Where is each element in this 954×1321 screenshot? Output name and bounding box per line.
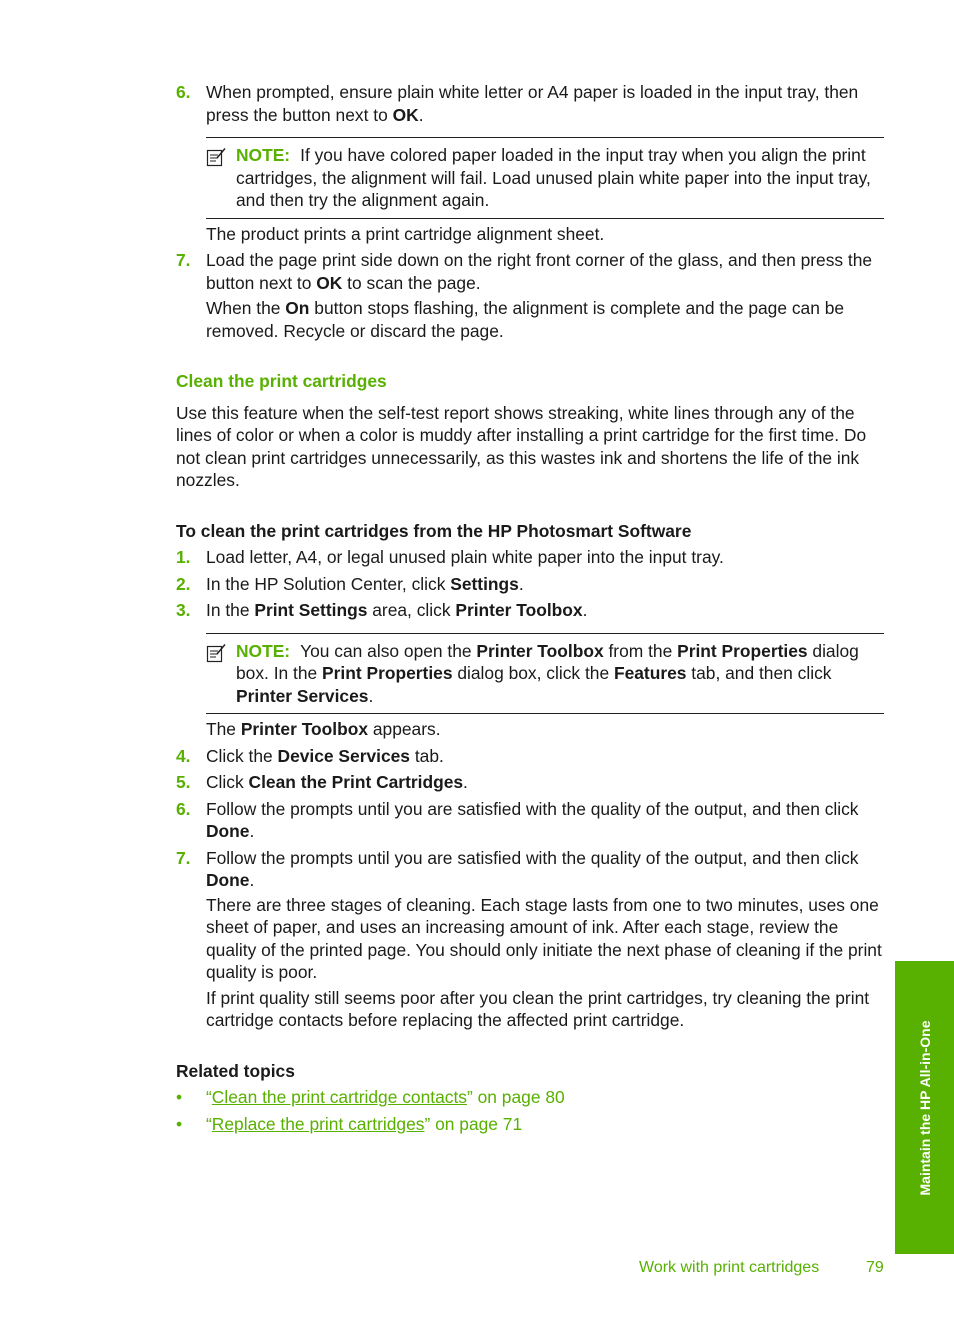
chapter-side-tab-label: Maintain the HP All-in-One bbox=[916, 1019, 933, 1196]
section-heading: Clean the print cartridges bbox=[176, 371, 387, 391]
footer-section-title: Work with print cartridges bbox=[639, 1259, 820, 1276]
step-number: 2. bbox=[176, 573, 191, 594]
step-2: 2. In the HP Solution Center, click Settings. bbox=[176, 573, 524, 594]
chapter-side-tab bbox=[895, 961, 954, 1254]
step-number: 7. bbox=[176, 250, 191, 270]
related-topics-heading: Related topics bbox=[176, 1060, 295, 1081]
step-7-load-page: 7. Load the page print side down on the right front corner of the glass, and then press the button next to OK to scan the page. bbox=[176, 250, 873, 293]
related-topic-item: • “Clean the print cartridge contacts” on page 80 bbox=[176, 1087, 565, 1107]
step-number: 3. bbox=[176, 600, 191, 620]
bullet: • bbox=[176, 1113, 183, 1134]
note-icon bbox=[206, 147, 226, 167]
step-6: 6. Follow the prompts until you are satisfied with the quality of the output, and then click Done. bbox=[176, 798, 859, 841]
step-number: 5. bbox=[176, 772, 191, 792]
step-number: 4. bbox=[176, 745, 191, 766]
paragraph: If print quality still seems poor after you clean the print cartridges, try cleaning the print cartridge contacts before replacing the affected print cartridge. bbox=[206, 987, 870, 1030]
note-label: NOTE: bbox=[236, 640, 291, 661]
paragraph: The Printer Toolbox appears. bbox=[206, 719, 441, 739]
bullet: • bbox=[176, 1087, 183, 1107]
footer-page-number: 79 bbox=[866, 1259, 884, 1276]
page-content bbox=[176, 81, 884, 1135]
step-number: 6. bbox=[176, 82, 191, 102]
related-topic-link-contacts[interactable]: Clean the print cartridge contacts bbox=[211, 1087, 467, 1107]
step-1: 1. Load letter, A4, or legal unused plain white paper into the input tray. bbox=[176, 547, 724, 567]
note-label: NOTE: bbox=[236, 145, 291, 165]
step-number: 1. bbox=[176, 547, 191, 567]
paragraph: When the On button stops flashing, the alignment is complete and the page can be removed. Recycle or discard the page. bbox=[206, 298, 845, 341]
step-number: 7. bbox=[176, 847, 191, 868]
section-intro: Use this feature when the self-test report shows streaking, white lines through any of the lines of color or when a color is muddy after installing a print cartridge for the first time. Do not clean print cartridges unnecessarily, as this wastes ink and shortens the life of the ink nozzles. bbox=[176, 402, 867, 490]
step-4: 4. Click the Device Services tab. bbox=[176, 745, 444, 766]
step-number: 6. bbox=[176, 798, 191, 819]
note-box-toolbox: NOTE: You can also open the Printer Toolbox from the Print Properties dialog box. In the Print Properties dialog box, click the Features tab, and then click Printer Services. bbox=[206, 633, 884, 715]
note-icon bbox=[206, 643, 226, 663]
step-3: 3. In the Print Settings area, click Printer Toolbox. bbox=[176, 600, 588, 620]
step-5: 5. Click Clean the Print Cartridges. bbox=[176, 772, 468, 792]
step-6-prompt: 6. When prompted, ensure plain white letter or A4 paper is loaded in the input tray, then press the button next to OK. bbox=[176, 82, 859, 125]
paragraph: There are three stages of cleaning. Each stage lasts from one to two minutes, uses one sheet of paper, and uses an increasing amount of ink. After each stage, review the quality of the printed page. You should only initiate the next phase of cleaning if the print quality is poor. bbox=[206, 894, 882, 982]
note-text: If you have colored paper loaded in the input tray when you align the print cartridges, the alignment will fail. Load unused plain white paper into the input tray, and then try the alignment again. bbox=[236, 145, 871, 210]
procedure-heading: To clean the print cartridges from the HP Photosmart Software bbox=[176, 520, 692, 541]
related-topic-link-replace[interactable]: Replace the print cartridges bbox=[211, 1113, 425, 1134]
note-box-alignment bbox=[206, 137, 884, 219]
step-7: 7. Follow the prompts until you are satisfied with the quality of the output, and then click Done. bbox=[176, 847, 859, 890]
paragraph: The product prints a print cartridge alignment sheet. bbox=[206, 223, 605, 244]
related-topic-item: • “Replace the print cartridges” on page 71 bbox=[176, 1113, 523, 1134]
